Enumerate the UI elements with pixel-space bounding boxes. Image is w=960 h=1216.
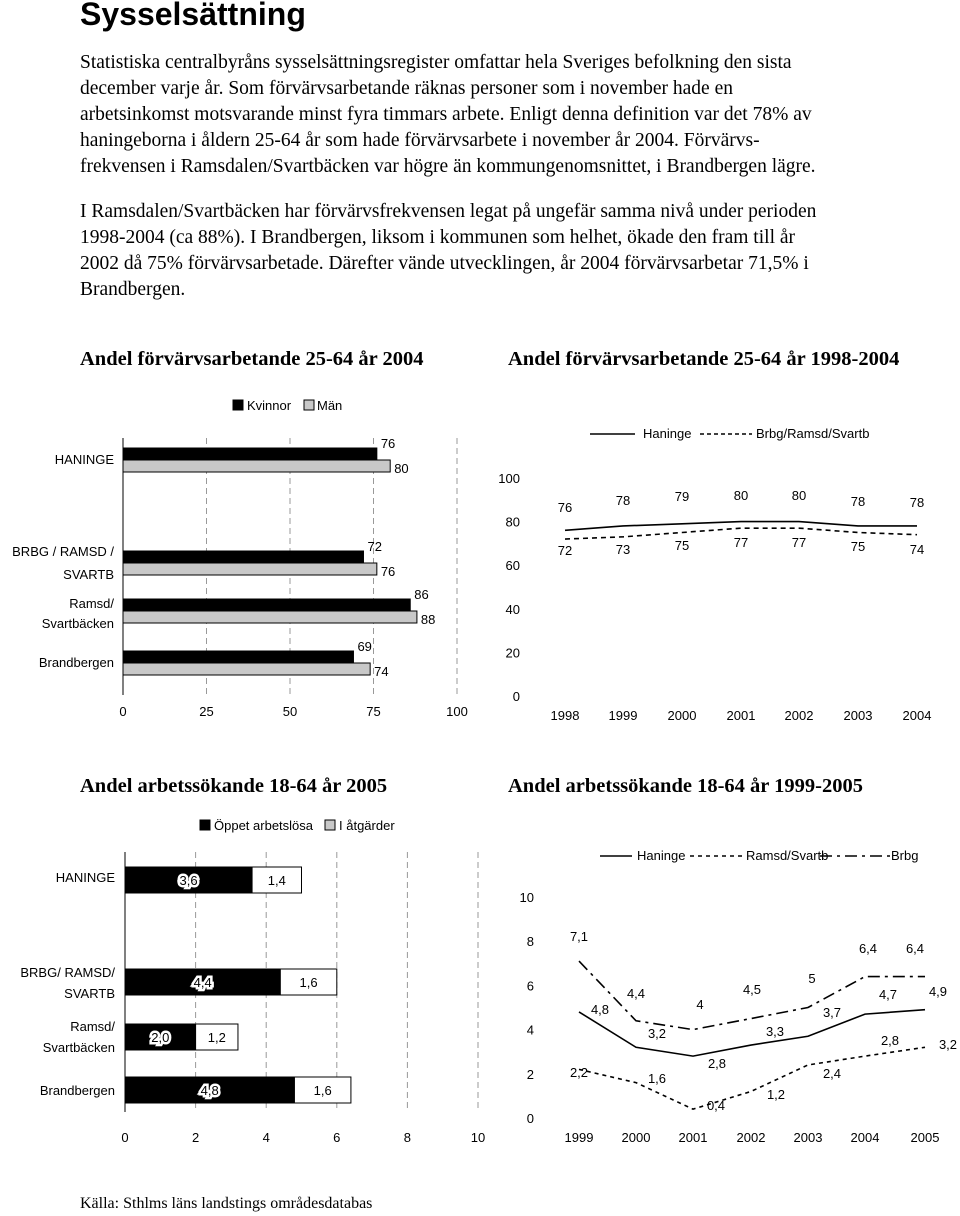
category-label: HANINGE bbox=[54, 452, 114, 467]
x-tick-label: 1999 bbox=[564, 1130, 594, 1145]
data-label-brbg: 74 bbox=[909, 542, 925, 557]
data-label-haninge: 79 bbox=[674, 489, 690, 504]
bar-kvinnor bbox=[123, 651, 353, 663]
y-tick-label: 6 bbox=[526, 978, 534, 994]
y-tick-label: 0 bbox=[526, 1111, 534, 1126]
jobseekers-trend-line-chart bbox=[500, 838, 960, 1153]
category-label: BRBG/ RAMSD/ bbox=[20, 965, 115, 980]
category-label: Svartbäcken bbox=[42, 1040, 115, 1055]
y-tick-label: 2 bbox=[526, 1066, 534, 1082]
x-tick-label: 2003 bbox=[843, 708, 873, 723]
y-tick-label: 4 bbox=[526, 1022, 534, 1038]
y-tick-label: 40 bbox=[505, 601, 520, 617]
chart4-title: Andel arbetssökande 18-64 år 1999-2005 bbox=[508, 775, 863, 797]
x-tick-label: 2003 bbox=[793, 1130, 823, 1145]
employment-trend-line-chart bbox=[490, 415, 960, 735]
x-tick-label: 4 bbox=[262, 1130, 270, 1145]
legend-swatch-atgarder bbox=[325, 820, 335, 830]
category-label: Ramsd/ bbox=[69, 596, 114, 611]
bar-man bbox=[123, 460, 390, 472]
x-tick-label: 25 bbox=[199, 704, 214, 719]
trend-paragraph bbox=[80, 199, 880, 303]
data-label-brbg: 7,1 bbox=[569, 929, 589, 944]
text-line: december varje år. Som förvärvsarbetande räknas personer som i november hade en bbox=[80, 78, 733, 99]
category-label: Brandbergen bbox=[39, 1083, 115, 1098]
data-label-haninge: 2,8 bbox=[707, 1056, 727, 1071]
data-label-brbg: 6,4 bbox=[905, 941, 925, 956]
legend-label-haninge: Haninge bbox=[637, 848, 686, 863]
data-label-brbg: 6,4 bbox=[858, 941, 878, 956]
chart2-title: Andel förvärvsarbetande 25-64 år 1998-2004 bbox=[508, 348, 900, 370]
data-label-brbg: 75 bbox=[850, 539, 866, 554]
category-label: BRBG / RAMSD / bbox=[12, 544, 114, 559]
data-label-brbg: 5 bbox=[808, 971, 816, 986]
x-tick-label: 10 bbox=[470, 1130, 486, 1145]
data-label-ramsd: 1,6 bbox=[647, 1071, 667, 1086]
data-label-brbg: 4 bbox=[696, 997, 704, 1012]
data-label-ramsd: 3,2 bbox=[938, 1037, 958, 1052]
x-tick-label: 75 bbox=[366, 704, 381, 719]
data-label-ramsd: 0,4 bbox=[706, 1098, 726, 1113]
data-label-atgarder: 1,4 bbox=[267, 873, 286, 888]
data-label-haninge: 78 bbox=[615, 493, 631, 508]
legend-label-oppet: Öppet arbetslösa bbox=[214, 818, 314, 833]
data-label-oppet: 4,8 bbox=[200, 1083, 219, 1098]
x-tick-label: 6 bbox=[333, 1130, 341, 1145]
bar-kvinnor bbox=[123, 551, 363, 563]
x-tick-label: 100 bbox=[446, 704, 468, 719]
data-label-brbg: 4,5 bbox=[742, 982, 762, 997]
data-label-brbg: 77 bbox=[791, 535, 807, 550]
data-label-brbg: 72 bbox=[557, 543, 573, 558]
bar-man bbox=[123, 663, 370, 675]
category-label: SVARTB bbox=[64, 986, 115, 1001]
legend-label-man: Män bbox=[317, 398, 343, 413]
series-line-haninge bbox=[565, 522, 917, 531]
legend-label-haninge: Haninge bbox=[643, 426, 692, 441]
x-tick-label: 2004 bbox=[902, 708, 932, 723]
x-tick-label: 8 bbox=[403, 1130, 412, 1145]
x-tick-label: 2000 bbox=[621, 1130, 651, 1145]
legend-label-brbg: Brbg/Ramsd/Svartb bbox=[756, 426, 870, 441]
y-tick-label: 80 bbox=[505, 514, 520, 530]
x-tick-label: 2 bbox=[191, 1130, 200, 1145]
y-tick-label: 60 bbox=[505, 558, 520, 574]
category-label: HANINGE bbox=[55, 870, 115, 885]
x-tick-label: 50 bbox=[282, 704, 298, 719]
bar-man bbox=[123, 611, 417, 623]
x-tick-label: 0 bbox=[121, 1130, 129, 1145]
text-line: arbetsinkomst motsvarande minst fyra timmars arbete. Enligt denna definition var det 78% av bbox=[80, 104, 812, 125]
text-line: 2002 då 75% förvärvsarbetade. Därefter vände utvecklingen, år 2004 förvärvsarbetar 71,5% i bbox=[80, 253, 809, 274]
y-tick-label: 8 bbox=[526, 934, 534, 950]
bar-kvinnor bbox=[123, 448, 377, 460]
category-label: Brandbergen bbox=[38, 655, 114, 670]
data-label-haninge: 80 bbox=[791, 488, 807, 503]
legend-swatch-oppet bbox=[200, 820, 210, 830]
intro-paragraph bbox=[80, 50, 880, 180]
data-label-haninge: 4,7 bbox=[878, 987, 898, 1002]
x-tick-label: 1998 bbox=[550, 708, 580, 723]
data-label-oppet: 2,0 bbox=[151, 1030, 170, 1045]
data-label-haninge: 78 bbox=[909, 495, 925, 510]
data-label-haninge: 3,2 bbox=[647, 1026, 667, 1041]
y-tick-label: 10 bbox=[519, 890, 534, 905]
text-line: I Ramsdalen/Svartbäcken har förvärvsfrekvensen legat på ungefär samma nivå under perioden bbox=[80, 201, 817, 222]
data-label-brbg: 73 bbox=[615, 542, 631, 557]
data-label-atgarder: 1,6 bbox=[299, 975, 318, 990]
data-label-atgarder: 1,2 bbox=[207, 1030, 226, 1045]
text-line: Statistiska centralbyråns sysselsättningsregister omfattar hela Sveriges befolkning den sista bbox=[80, 52, 792, 73]
bar-kvinnor bbox=[123, 599, 410, 611]
x-tick-label: 2005 bbox=[910, 1130, 940, 1145]
y-tick-label: 0 bbox=[512, 689, 520, 704]
data-label-haninge: 76 bbox=[557, 500, 573, 515]
data-label-haninge: 4,9 bbox=[928, 984, 948, 999]
data-label-kvinnor: 86 bbox=[414, 587, 429, 602]
data-label-man: 74 bbox=[374, 664, 389, 679]
data-label-kvinnor: 76 bbox=[380, 436, 396, 451]
category-label: Svartbäcken bbox=[41, 616, 114, 631]
chart1-title: Andel förvärvsarbetande 25-64 år 2004 bbox=[80, 348, 424, 370]
data-label-ramsd: 2,2 bbox=[569, 1065, 589, 1080]
x-tick-label: 2000 bbox=[667, 708, 697, 723]
x-tick-label: 2002 bbox=[736, 1130, 766, 1145]
data-label-kvinnor: 69 bbox=[357, 639, 372, 654]
legend-swatch-kvinnor bbox=[233, 400, 243, 410]
legend-label-kvinnor: Kvinnor bbox=[247, 398, 292, 413]
legend-swatch-man bbox=[304, 400, 314, 410]
bar-man bbox=[123, 563, 377, 575]
x-tick-label: 0 bbox=[119, 704, 127, 719]
data-label-haninge: 78 bbox=[850, 494, 866, 509]
data-label-oppet: 4,4 bbox=[193, 975, 212, 990]
series-line-ramsd bbox=[579, 1047, 925, 1109]
text-line: haningeborna i åldern 25-64 år som hade förvärvsarbete i november år 2004. Förvärvs- bbox=[80, 130, 760, 151]
x-tick-label: 2001 bbox=[678, 1130, 708, 1145]
data-label-man: 88 bbox=[420, 612, 436, 627]
data-label-ramsd: 1,2 bbox=[766, 1087, 786, 1102]
category-label: SVARTB bbox=[63, 567, 114, 582]
data-label-atgarder: 1,6 bbox=[313, 1083, 332, 1098]
y-tick-label: 100 bbox=[498, 471, 520, 486]
source-note: Källa: Sthlms läns landstings områdesdatabas bbox=[80, 1195, 373, 1212]
legend-label-ramsd: Ramsd/Svartb bbox=[746, 848, 829, 863]
data-label-brbg: 75 bbox=[674, 538, 690, 553]
series-line-haninge bbox=[579, 1010, 925, 1056]
x-tick-label: 2004 bbox=[850, 1130, 880, 1145]
text-line: frekvensen i Ramsdalen/Svartbäcken var högre än kommungenomsnittet, i Brandbergen lägre. bbox=[80, 156, 816, 177]
category-label: Ramsd/ bbox=[70, 1019, 115, 1034]
data-label-man: 76 bbox=[380, 564, 396, 579]
legend-label-brbg: Brbg bbox=[891, 848, 919, 863]
text-line: Brandbergen. bbox=[80, 279, 186, 300]
chart3-title: Andel arbetssökande 18-64 år 2005 bbox=[80, 775, 388, 797]
data-label-man: 80 bbox=[394, 461, 409, 476]
legend-label-atgarder: I åtgärder bbox=[339, 818, 395, 833]
x-tick-label: 2002 bbox=[784, 708, 814, 723]
data-label-haninge: 3,3 bbox=[765, 1024, 785, 1039]
data-label-brbg: 4,4 bbox=[626, 986, 646, 1001]
data-label-haninge: 3,7 bbox=[822, 1005, 842, 1020]
data-label-haninge: 4,8 bbox=[590, 1002, 610, 1017]
y-tick-label: 20 bbox=[505, 645, 520, 661]
data-label-haninge: 80 bbox=[733, 488, 749, 503]
data-label-brbg: 77 bbox=[733, 535, 749, 550]
employment-2004-bar-chart bbox=[0, 390, 480, 730]
data-label-ramsd: 2,4 bbox=[822, 1066, 842, 1081]
x-tick-label: 1999 bbox=[608, 708, 638, 723]
jobseekers-2005-bar-chart bbox=[0, 812, 490, 1152]
x-tick-label: 2001 bbox=[726, 708, 756, 723]
data-label-oppet: 3,6 bbox=[179, 873, 198, 888]
text-line: 1998-2004 (ca 88%). I Brandbergen, liksom i kommunen som helhet, ökade den fram till år bbox=[80, 227, 796, 248]
data-label-ramsd: 2,8 bbox=[880, 1033, 900, 1048]
page-title: Sysselsättning bbox=[80, 0, 306, 32]
data-label-kvinnor: 72 bbox=[367, 539, 382, 554]
